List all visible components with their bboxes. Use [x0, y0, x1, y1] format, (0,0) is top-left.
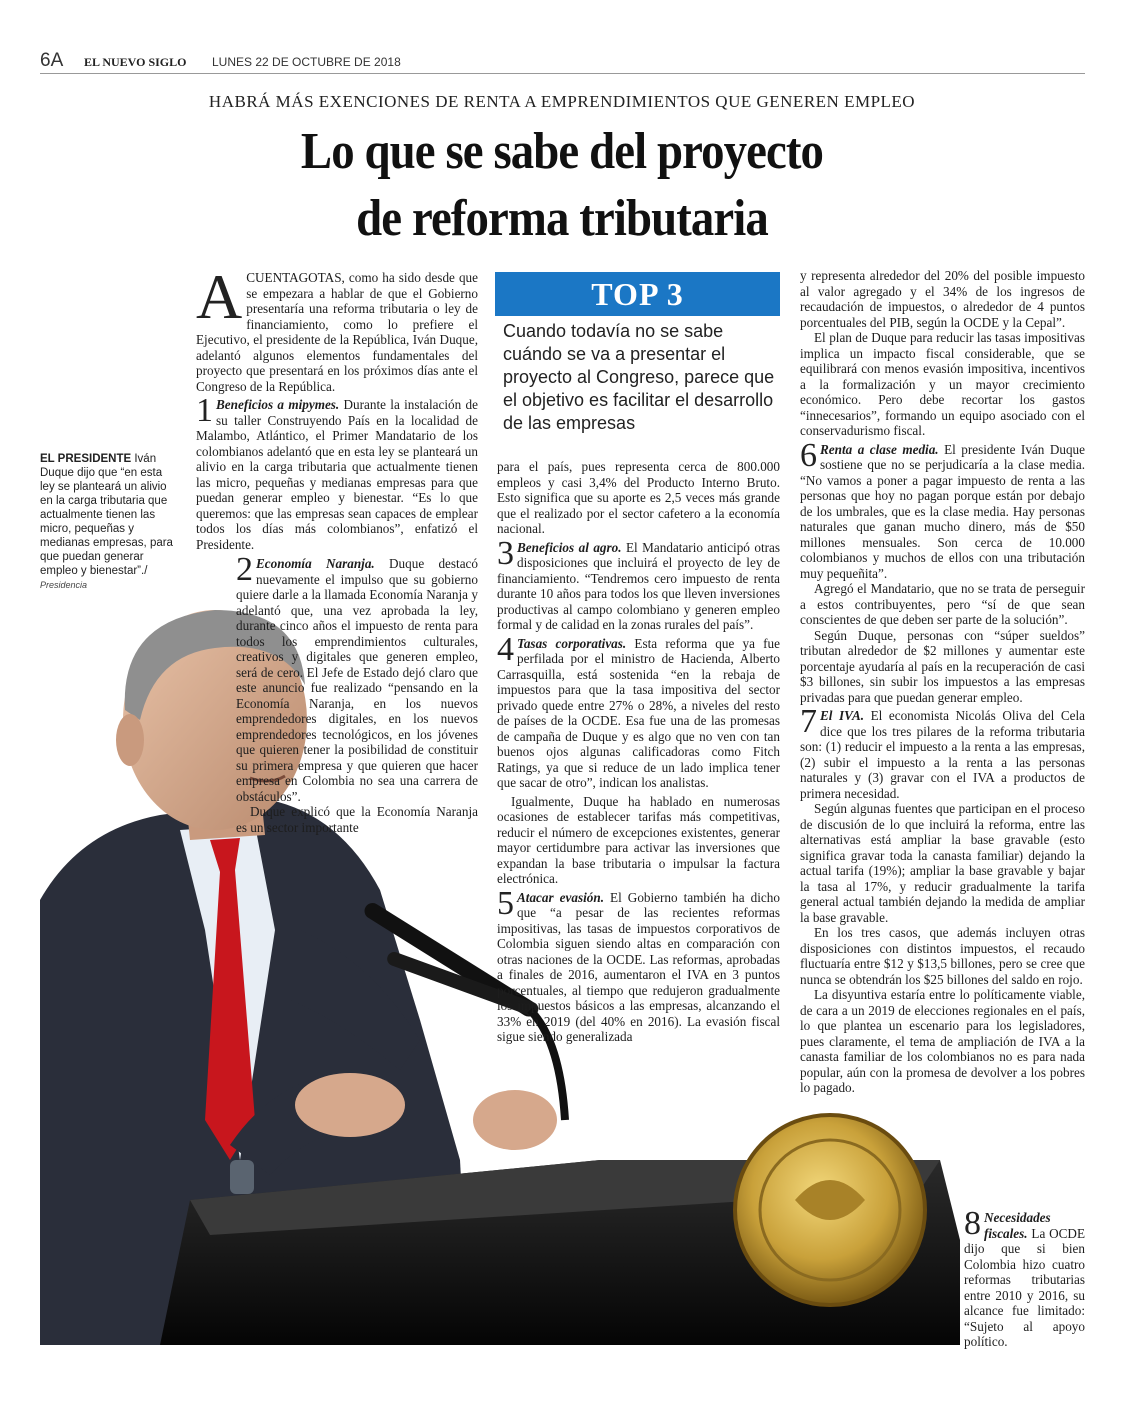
section-number-3: 3: [497, 534, 514, 572]
article-headline: [56, 118, 1068, 252]
section-text-1: Durante la instalación de su taller Construyendo País en la localidad de Malambo, Atlántico, el Primer Mandatario de los colombianos adelantó que en esta ley se planteará un alivio en la carga tributaria que actualmente tienen las micro, pequeñas y medianas empresas para que puedan generar empleo y bienestar. “Es lo que queremos: que las empresas sean capaces de emplear todos los días más colombianos”, enfatizó el Presidente.: [196, 397, 478, 552]
plan-paragraph: El plan de Duque para reducir las tasas impositivas implica un impacto fiscal considerable, que se equilibrará con menos evasión impositiva, incentivos a la formalización y un mayor crecimiento económico. Pero debe recortar los gastos “innecesarios”, formando un equipo asociado con el conservadurismo fiscal.: [800, 330, 1085, 438]
intro-lead: CUENTAGOTAS,: [246, 270, 345, 285]
section-number-4: 4: [497, 630, 514, 668]
section-1: [196, 392, 478, 552]
column-3-lower: [964, 1205, 1085, 1350]
section-2-continued: Duque explicó que la Economía Naranja es un sector importante: [236, 804, 478, 835]
section-text-7: El economista Nicolás Oliva del Cela dice que los tres pilares de la reforma tributaria son: (1) reducir el impuesto a la renta a las empresas, (2) subir el impuesto a la renta a las personas naturales y (3) gravar con el IVA a productos de primera necesidad.: [800, 708, 1085, 801]
section-8: [964, 1205, 1085, 1350]
photo-caption: [40, 452, 176, 592]
column-1: [196, 261, 478, 552]
section-title-8: Necesidades fiscales.: [984, 1210, 1051, 1241]
col2-continuation: para el país, pues representa cerca de 800.000 empleos y casi 3,4% del Producto Interno Bruto. Esto significa que su aporte es 2,5 veces más grande que el realizado por el sector cafetero a la economía nacional.: [497, 459, 780, 536]
disyuntiva-paragraph: La disyuntiva estaría entre lo políticamente viable, de cara a un 2019 de elecciones regionales en el país, lo que plantea un escenario para los legisladores, pues claramente, el tema de ampliación de IVA a la canasta familiar de los colombianos no es para nada popular, aún con la promesa de devolver a los pobres lo pagado.: [800, 987, 1085, 1095]
section-number-8: 8: [964, 1205, 981, 1242]
section-number-5: 5: [497, 884, 514, 922]
section-title-1: Beneficios a mipymes.: [216, 397, 340, 412]
section-5: [497, 884, 780, 1045]
igualmente-paragraph: Igualmente, Duque ha hablado en numerosas ocasiones de establecer tarifas más competitivas, reducir el número de excepciones existentes, generar mayor certidumbre para activar las inversiones que expandan la base tributaria o impulsar la factura electrónica.: [497, 793, 780, 886]
headline-line-1: Lo que se sabe del proyecto: [300, 123, 824, 180]
section-2: [236, 551, 479, 804]
section-title-3: Beneficios al agro.: [517, 539, 622, 555]
section-number-7: 7: [800, 703, 817, 740]
section-number-2: 2: [236, 551, 253, 588]
section-3: [497, 534, 780, 633]
section-title-5: Atacar evasión.: [517, 889, 604, 905]
section-4: [497, 630, 780, 791]
agrego-paragraph: Agregó el Mandatario, que no se trata de perseguir a estos contribuyentes, pero “sí de que sean conscientes de que deben ser parte de la solución”.: [800, 581, 1085, 627]
column-1-lower: [236, 551, 479, 835]
section-text-4: Esta reforma que ya fue perfilada por el ministro de Hacienda, Alberto Carrasquilla, está sostenida “en la rebaja de impuestos para que la tasa impositiva del sector privado quede entre 27% o 28%, a niveles del resto de países de la OCDE. Esa fue una de las promesas de campaña de Duque y es algo que no ven con tan buenos ojos algunas calificadoras como Fitch Ratings, ya que si reduce de un lado implica tener que sacar de otro”, indican los analistas.: [497, 635, 780, 790]
section-text-3: El Mandatario anticipó otras disposiciones que incluirá el proyecto de ley de financiamiento. “Tendremos cero impuesto de renta durante 10 años para todos los que lleven inversiones productivas al campo colombiano y generen empleo formal y de calidad en la zonas rurales del país”.: [497, 539, 780, 632]
fuentes-paragraph: Según algunas fuentes que participan en el proceso de discusión de lo que incluirá la reforma, entre las alternativas está ampliar la base gravable (esto significa gravar toda la canasta familiar) dejando la actual tarifa (19%); ampliar la base gravable y bajar la tasa al 17%, y reducir gradualmente la tarifa general actual también dejando la medida de ampliar la base gravable.: [800, 801, 1085, 925]
section-text-2: Duque destacó nuevamente el impulso que su gobierno quiere darle a la llamada Economía Naranja y adelantó que, una vez aprobada la ley, durante cinco años el impuesto de renta para todos los emprendimientos culturales, creativos y digitales que generen empleo, será de cero. El Jefe de Estado dejó claro que este anuncio fue realizado “pensando en la Economía Naranja, en los nuevos emprendedores digitales, en los nuevos emprendedores tecnológicos, en los jóvenes que quieren tener la posibilidad de constituir su primera empresa y que quieren que hacer empresa en Colombia no sea una carrera de obstáculos”.: [236, 556, 479, 804]
section-title-4: Tasas corporativas.: [517, 635, 627, 651]
intro-text: como ha sido desde que se empezara a hablar de que el Gobierno presentaría una reforma tributaria o ley de financiamiento, como lo prefiere el Ejecutivo, el presidente de la República, Iván Duque, adelantó algunos elementos fundamentales del proyecto que presentará en los próximos días ante el Congreso de la República.: [196, 270, 478, 394]
section-text-5: El Gobierno también ha dicho que “a pesar de las recientes reformas impositivas, las tasas de impuestos corporativos de Colombia siguen siendo altas en comparación con otras naciones de la OCDE. Las reformas, aprobadas a finales de 2016, aumentaron el IVA en 3 puntos porcentuales, al tiempo que redujeron gradualmente los impuestos básicos a las empresas, alcanzando el 33% en 2019 (del 40% en 2016). La evasión fiscal sigue siendo generalizada: [497, 889, 780, 1044]
section-number-6: 6: [800, 436, 817, 474]
page-number: 6A: [40, 50, 64, 71]
pull-quote: Cuando todavía no se sabe cuándo se va a presentar el proyecto al Congreso, parece que el objetivo es facilitar el desarrollo de las empresas: [503, 321, 775, 433]
top3-banner: TOP 3: [495, 272, 780, 316]
page-folio: [40, 50, 1085, 74]
article-kicker: HABRÁ MÁS EXENCIONES DE RENTA A EMPRENDIMIENTOS QUE GENEREN EMPLEO: [208, 92, 916, 111]
casos-paragraph: En los tres casos, que además incluyen otras disposiciones con distintos impuestos, el recaudo fluctuaría entre $12 y $13,5 billones, pero se cree que nunca se obtendrán los $25 billones del saldo en rojo.: [800, 925, 1085, 987]
section-text-6: El presidente Iván Duque sostiene que no se perjudicaría a la clase media. “No vamos a poner a pagar impuesto de renta a las personas que hoy no pagan porque están por debajo de los umbrales, que es la clase media. Hay personas naturales que ganan mucho dinero, más de $50 millones mensuales. Son cerca de 10.000 colombianos y muchos de ellos con una tributación muy pequeñita”.: [800, 441, 1085, 581]
section-title-2: Economía Naranja.: [256, 556, 375, 571]
column-3: [800, 268, 1085, 1096]
section-title-6: Renta a clase media.: [820, 441, 939, 457]
photo-credit: Presidencia: [40, 580, 88, 590]
col3-continuation: y representa alrededor del 20% del posible impuesto al valor agregado y el 34% de los ingresos de recaudación de impuestos, o alrededor de 4 puntos porcentuales del PIB, según la OCDE y la Cepal”.: [800, 268, 1085, 330]
drop-cap: A: [196, 261, 243, 332]
newspaper-name: EL NUEVO SIGLO: [84, 55, 187, 69]
issue-date: LUNES 22 DE OCTUBRE DE 2018: [212, 55, 401, 69]
caption-text: Iván Duque dijo que “en esta ley se planteará un alivio en la carga tributaria que actualmente tienen las micro, pequeñas y medianas empresas, para que puedan generar empleo y bienestar”./: [40, 453, 173, 577]
intro-paragraph: [196, 261, 478, 394]
section-text-8: La OCDE dijo que si bien Colombia hizo cuatro reformas tributarias entre 2010 y 2016, su alcance fue limitado: “Sujeto al apoyo político.: [964, 1225, 1085, 1349]
segun-paragraph: Según Duque, personas con “súper sueldos” tributan alrededor de $2 millones y aumentar este porcentaje ayudaría al país en la recuperación de casi $3 billones, sin subir los impuestos a las empresas privadas para que puedan generar empleo.: [800, 627, 1085, 705]
headline-line-2: de reforma tributaria: [356, 190, 768, 247]
section-number-1: 1: [196, 392, 213, 429]
section-6: [800, 436, 1085, 582]
column-2: [497, 459, 780, 1045]
section-7: [800, 703, 1085, 801]
section-title-7: El IVA.: [820, 708, 865, 723]
caption-lead: EL PRESIDENTE: [40, 453, 132, 465]
